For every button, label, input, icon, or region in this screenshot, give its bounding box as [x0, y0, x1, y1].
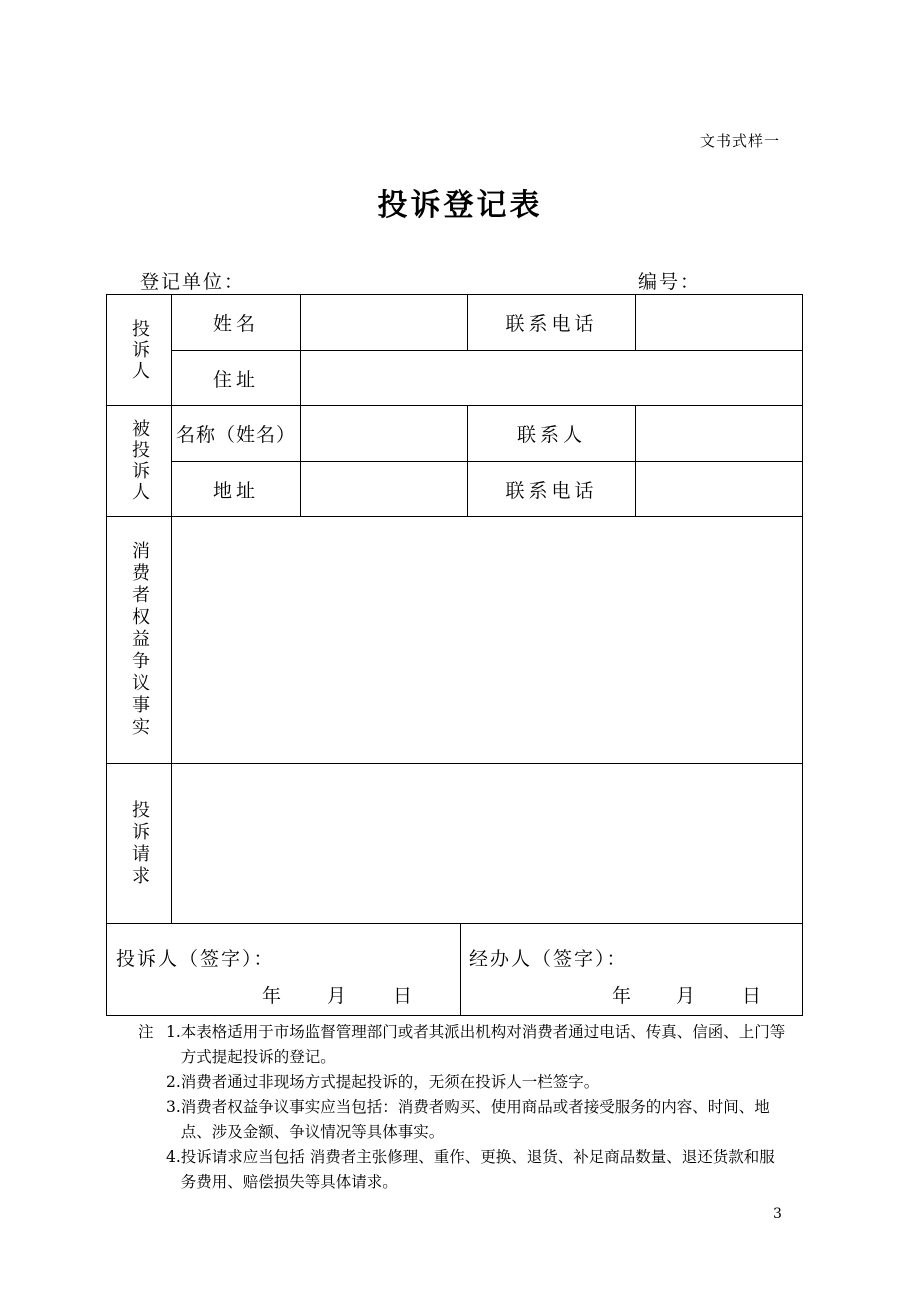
registration-unit-label: 登记单位： — [140, 271, 246, 293]
page-title: 投诉登记表 — [377, 188, 543, 223]
complaint-request-field[interactable] — [172, 764, 802, 923]
respondent-address-field[interactable] — [301, 462, 467, 516]
complainant-section-label: 投诉人 — [129, 318, 150, 382]
complainant-name-field[interactable] — [301, 295, 467, 350]
respondent-name-label: 名称（姓名） — [175, 424, 296, 446]
complainant-address-label: 住址 — [212, 368, 259, 391]
page-number: 3 — [773, 1206, 782, 1222]
handler-signature-label: 经办人（签字）： — [469, 948, 628, 970]
complainant-date-year: 年 — [262, 985, 282, 1007]
dispute-facts-label: 消费者权益争议事实 — [129, 541, 150, 739]
note-item: 4. 投诉请求应当包括 消费者主张修理、重作、更换、退货、补足商品数量、退还货款和服务费用、赔偿损失等具体请求。 — [166, 1148, 775, 1191]
complainant-phone-label: 联系电话 — [505, 313, 598, 335]
complaint-request-label: 投诉请求 — [129, 799, 150, 888]
notes-prefix: 注 — [138, 1023, 154, 1041]
notes-section — [138, 1020, 788, 1195]
complainant-address-field[interactable] — [301, 351, 802, 405]
serial-number-label: 编号： — [638, 271, 702, 293]
complainant-date-month: 月 — [327, 985, 347, 1007]
respondent-name-field[interactable] — [301, 406, 467, 461]
complainant-name-label: 姓名 — [212, 313, 259, 335]
complainant-signature-label: 投诉人（签字）： — [116, 948, 275, 970]
complainant-date-day: 日 — [393, 985, 413, 1007]
respondent-contact-field[interactable] — [636, 406, 802, 461]
handler-date-day: 日 — [742, 985, 762, 1007]
respondent-section-label: 被投诉人 — [129, 419, 150, 503]
note-item: 注 1. 本表格适用于市场监督管理部门或者其派出机构对消费者通过电话、传真、信函、上门等方式提起投诉的登记。 — [138, 1020, 788, 1070]
document-sample-label: 文书式样一 — [700, 132, 781, 150]
handler-date-month: 月 — [676, 985, 696, 1007]
note-item: 2. 消费者通过非现场方式提起投诉的，无须在投诉人一栏签字。 — [166, 1073, 600, 1091]
dispute-facts-field[interactable] — [172, 517, 802, 763]
complainant-phone-field[interactable] — [636, 295, 802, 350]
respondent-phone-label: 联系电话 — [505, 479, 598, 502]
respondent-contact-label: 联系人 — [516, 424, 586, 446]
respondent-address-label: 地址 — [212, 479, 259, 502]
respondent-phone-field[interactable] — [636, 462, 802, 516]
handler-date-year: 年 — [612, 985, 632, 1007]
note-item: 3. 消费者权益争议事实应当包括：消费者购买、使用商品或者接受服务的内容、时间、地点、涉及金额、争议情况等具体事实。 — [166, 1098, 770, 1141]
